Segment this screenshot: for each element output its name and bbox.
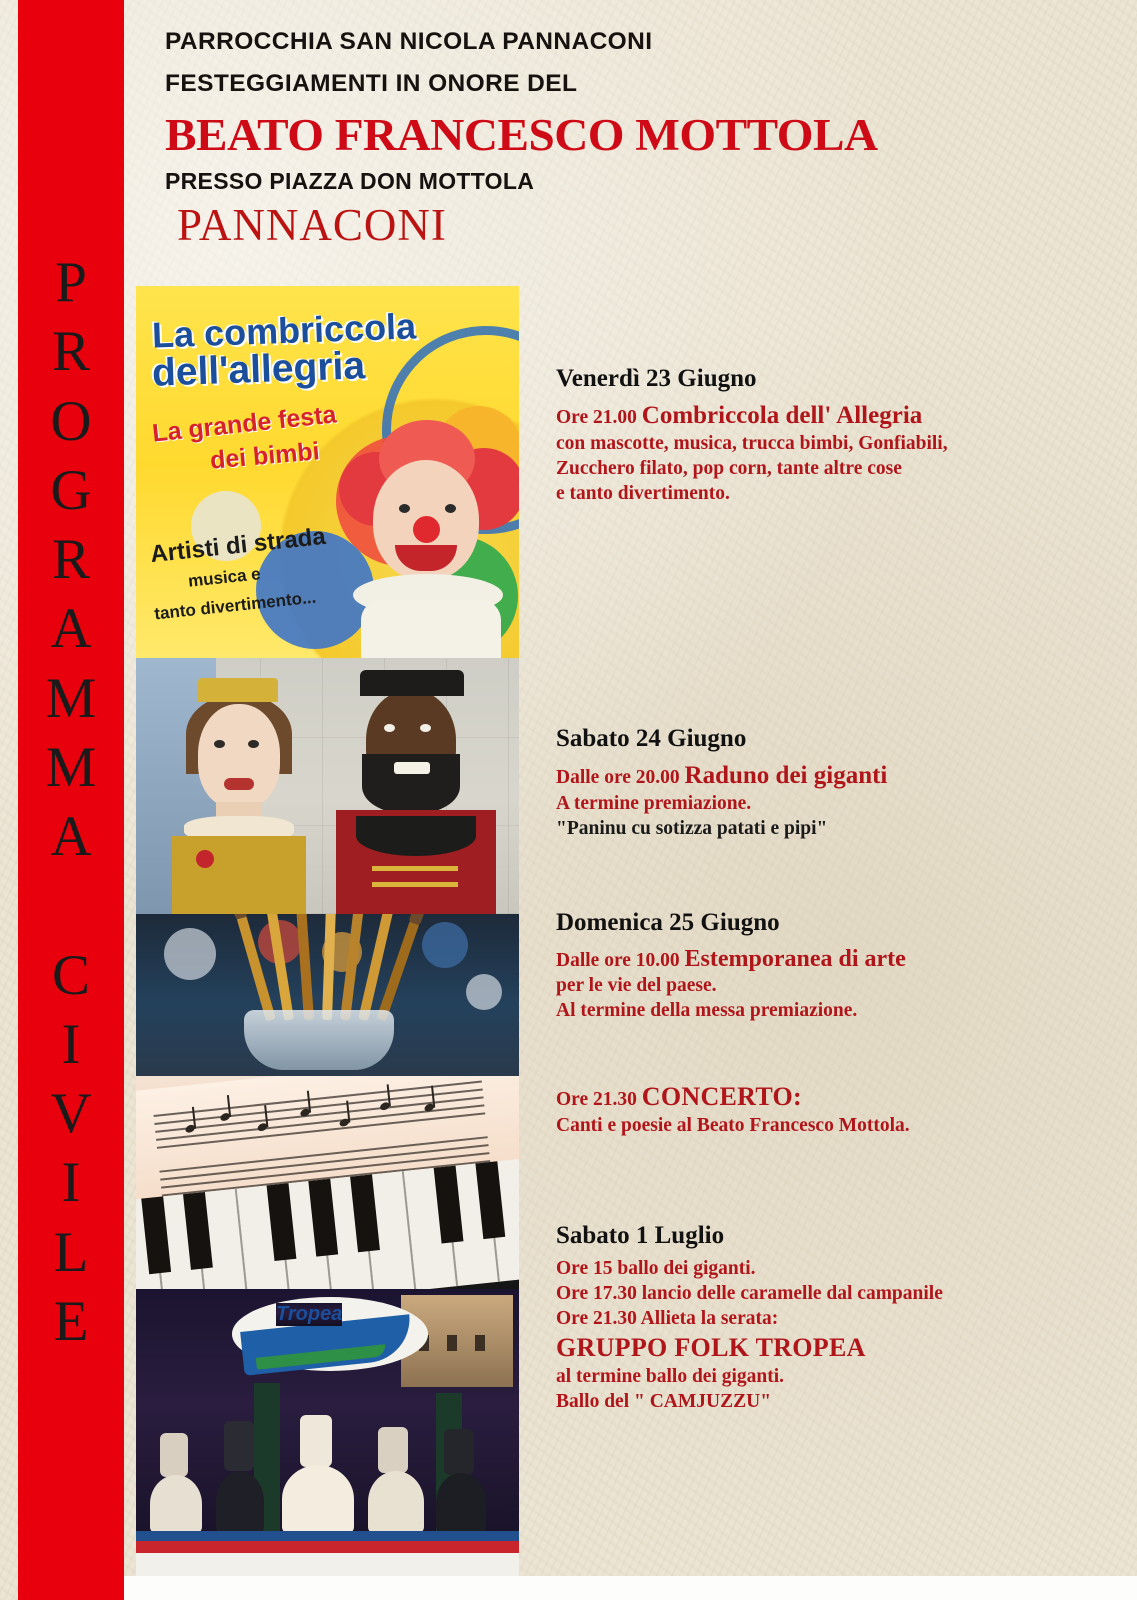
program-block-friday: [556, 366, 1096, 507]
glass-jar: [244, 1010, 394, 1070]
side-banner-letter: G: [50, 458, 92, 522]
program-column: [556, 366, 1096, 1415]
program-line: Zucchero filato, pop corn, tante altre cose: [556, 457, 902, 479]
program-day-label: Venerdì 23 Giugno: [556, 365, 757, 392]
flyer-subtitle-line1: La grande festa: [150, 400, 338, 448]
flyer-title-line2: dell'allegria: [151, 344, 366, 395]
program-line: Ore 17.30 lancio delle caramelle dal campanile: [556, 1282, 943, 1304]
program-line-highlight: GRUPPO FOLK TROPEA: [556, 1333, 866, 1363]
flag-stripe-red: [136, 1541, 519, 1553]
program-line-highlight: Combriccola dell' Allegria: [641, 402, 923, 429]
clown-illustration: [333, 412, 519, 658]
male-giant-figure: [332, 670, 500, 914]
program-line: Ballo del " CAMJUZZU": [556, 1390, 772, 1412]
program-line-highlight: Raduno dei giganti: [684, 761, 888, 789]
program-line: "Paninu cu sotizza patati e pipi": [556, 817, 828, 839]
program-line: [556, 760, 1096, 792]
program-line: [556, 944, 1096, 975]
flag-stripe-blue: [136, 1531, 519, 1541]
kids-party-flyer-image: [136, 286, 519, 658]
program-day-label: Domenica 25 Giugno: [556, 908, 780, 936]
bottom-margin-strip: [124, 1576, 1137, 1600]
program-block-sunday-25: [556, 910, 1096, 1025]
program-line: Canti e poesie al Beato Francesco Mottola.: [556, 1114, 910, 1136]
poster-header: [165, 30, 1095, 248]
spacer: [556, 1024, 1096, 1080]
program-block-saturday-24: [556, 726, 1096, 842]
side-banner-letter: C: [51, 943, 91, 1007]
side-banner-letter: E: [53, 1289, 89, 1353]
side-banner-text: [18, 248, 124, 1356]
venue: PRESSO PIAZZA DON MOTTOLA: [165, 168, 535, 194]
sheet-music-piano-image: [136, 1076, 519, 1289]
program-line: con mascotte, musica, trucca bimbi, Gonfiabili,: [556, 433, 948, 454]
program-line: Ore 15 ballo dei giganti.: [556, 1257, 756, 1279]
parish-name: PARROCCHIA SAN NICOLA PANNACONI: [165, 28, 653, 55]
program-block-concert: [556, 1080, 1096, 1138]
program-block-saturday-1: [556, 1223, 1096, 1415]
event-subtitle: FESTEGGIAMENTI IN ONORE DEL: [165, 69, 578, 97]
side-banner-letter: A: [50, 805, 92, 868]
side-banner-letter: M: [45, 735, 97, 799]
program-day-label: Sabato 1 Luglio: [556, 1221, 725, 1249]
image-column: [136, 286, 519, 1579]
folk-group-image: [136, 1289, 519, 1579]
paint-brush: [296, 914, 314, 1020]
program-line: al termine ballo dei giganti.: [556, 1365, 785, 1387]
flyer-subtitle-line2: dei bimbi: [208, 437, 321, 475]
spacer: [556, 1139, 1096, 1223]
program-line-highlight: CONCERTO:: [641, 1082, 802, 1112]
flyer-title-line1: La combriccola: [151, 305, 417, 356]
program-line: Al termine della messa premiazione.: [556, 1000, 858, 1022]
program-line: A termine premiazione.: [556, 792, 752, 814]
program-line: per le vie del paese.: [556, 975, 717, 997]
giants-statues-image: [136, 658, 519, 914]
town-name: PANNACONI: [177, 200, 447, 250]
program-line-time: Ore 21.30: [556, 1089, 642, 1111]
program-line-highlight: Estemporanea di arte: [684, 945, 906, 972]
paint-brushes-image: [136, 914, 519, 1076]
tropea-logo-text: Tropea: [276, 1303, 343, 1325]
side-banner-space: [18, 871, 124, 940]
bokeh-light: [164, 928, 216, 980]
side-banner: [18, 0, 124, 1600]
program-line: [556, 400, 1096, 432]
program-line-time: Dalle ore 20.00: [556, 766, 685, 788]
bokeh-light: [422, 922, 468, 968]
female-giant-figure: [164, 678, 314, 914]
side-banner-letter: M: [45, 666, 97, 730]
page-title: BEATO FRANCESCO MOTTOLA: [165, 110, 878, 160]
flyer-fun-label: tanto divertimento...: [153, 587, 317, 624]
program-line: e tanto divertimento.: [556, 482, 730, 504]
spacer: [556, 842, 1096, 910]
side-banner-letter: I: [61, 1012, 81, 1076]
side-banner-letter: I: [61, 1151, 81, 1215]
flyer-street-artists: Artisti di strada: [149, 522, 327, 569]
side-banner-letter: L: [53, 1220, 89, 1284]
program-line: [556, 1080, 1096, 1113]
side-banner-letter: R: [51, 320, 91, 384]
side-banner-letter: A: [50, 597, 92, 661]
side-banner-letter: V: [50, 1082, 92, 1145]
side-banner-letter: O: [50, 389, 92, 453]
program-line: Ore 21.30 Allieta la serata:: [556, 1307, 779, 1329]
program-day-label: Sabato 24 Giugno: [556, 724, 747, 752]
bokeh-light: [466, 974, 502, 1010]
program-line-time: Ore 21.00: [556, 407, 642, 428]
side-banner-letter: R: [51, 528, 91, 591]
program-line-time: Dalle ore 10.00: [556, 949, 685, 971]
flyer-music-label: musica e: [187, 564, 262, 591]
spacer: [556, 507, 1096, 726]
side-banner-letter: P: [55, 251, 87, 314]
